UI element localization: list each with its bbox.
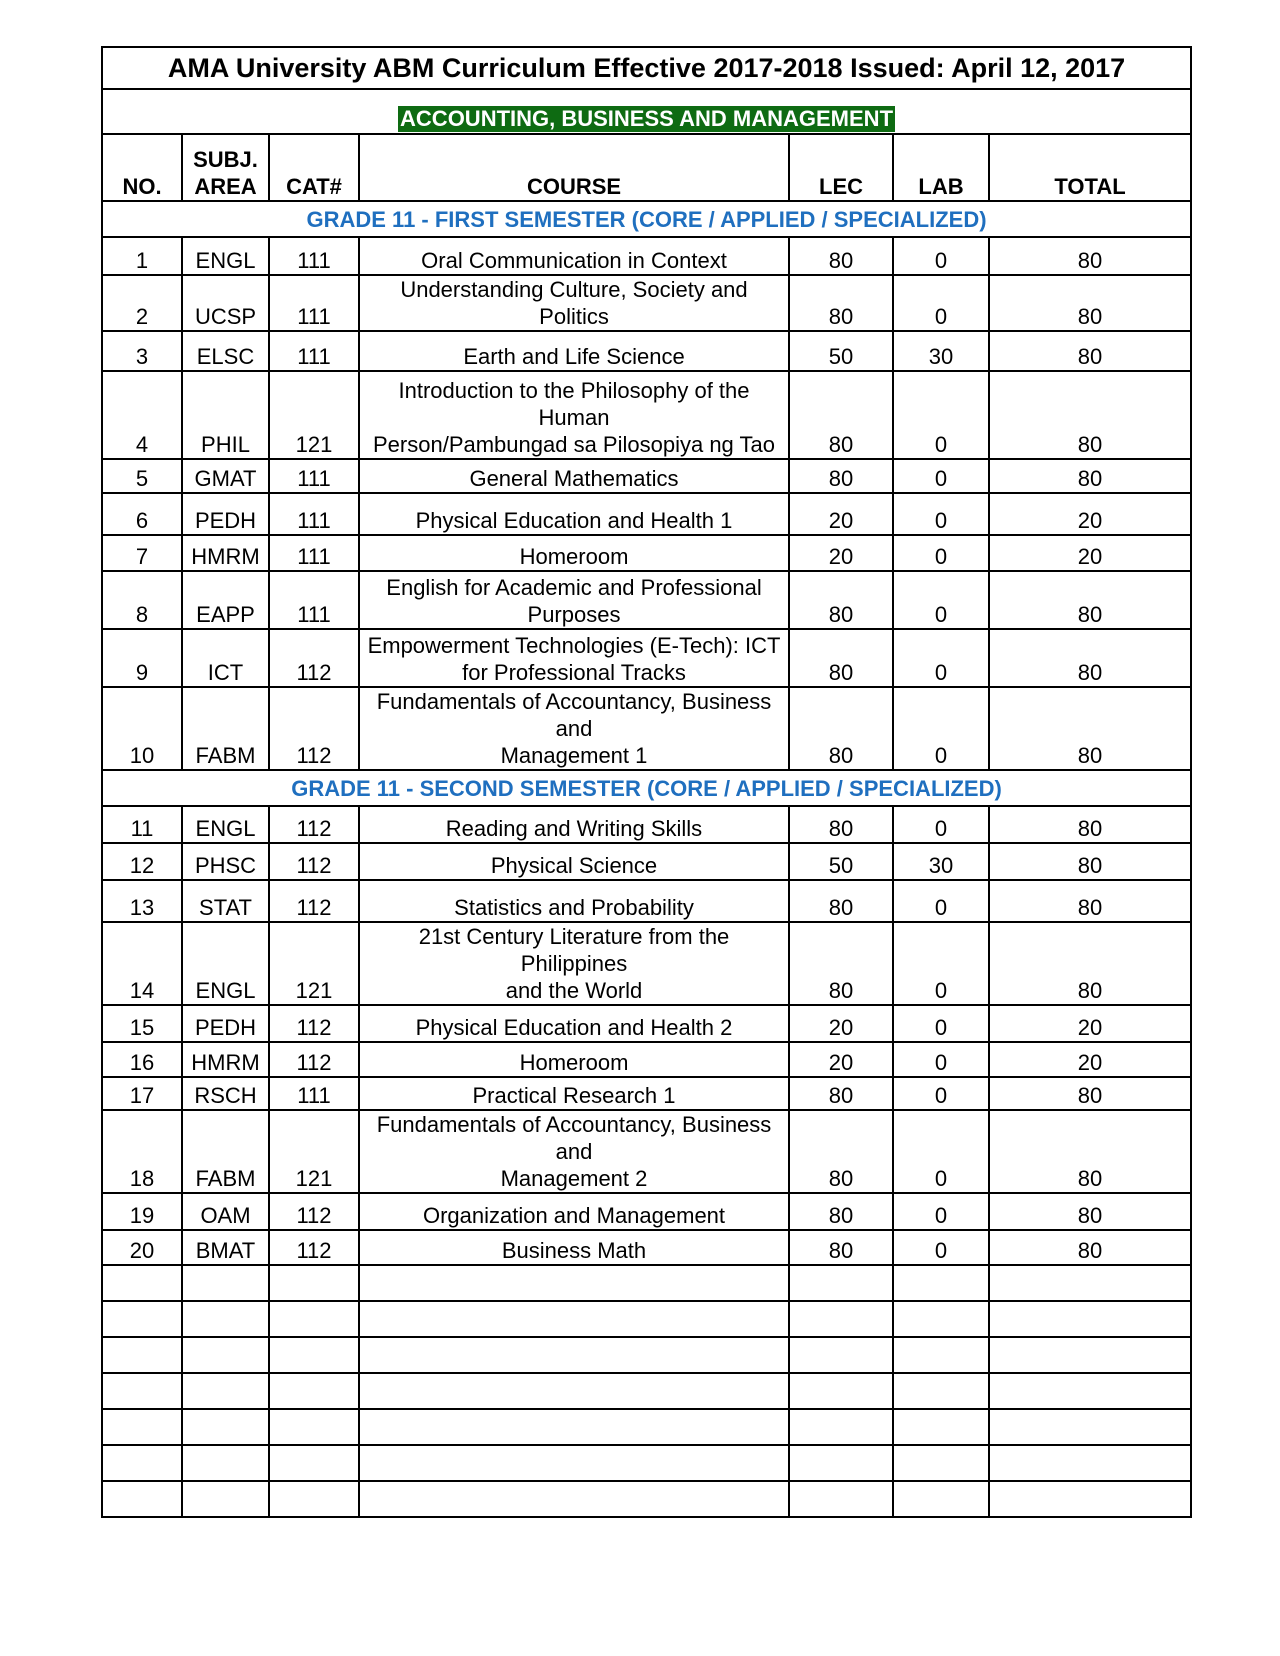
course-title-line2: for Professional Tracks [462,660,686,685]
blank-row [102,1409,1191,1445]
course-row [102,922,1191,1005]
lab-hours: 0 [893,1193,989,1230]
course-no: 14 [102,922,182,1005]
course-no: 12 [102,843,182,880]
blank-cell [102,1481,182,1517]
course-title [359,535,789,571]
lab-hours: 0 [893,535,989,571]
course-no: 3 [102,331,182,371]
total-hours: 80 [989,1230,1191,1265]
course-no: 9 [102,629,182,687]
course-title-line1: Empowerment Technologies (E-Tech): ICT [367,633,781,658]
subject-area: ELSC [182,331,269,371]
total-hours: 80 [989,237,1191,275]
subject-area: PHSC [182,843,269,880]
subject-area: OAM [182,1193,269,1230]
catalog-number: 112 [269,843,359,880]
blank-cell [269,1337,359,1373]
course-row [102,1005,1191,1042]
blank-cell [359,1265,789,1301]
course-no: 11 [102,806,182,843]
blank-cell [359,1409,789,1445]
course-title-line1: Physical Education and Health 1 [415,508,733,533]
course-no: 4 [102,371,182,459]
lecture-hours: 80 [789,571,893,629]
subject-area: ENGL [182,806,269,843]
catalog-number: 111 [269,1077,359,1110]
catalog-number: 112 [269,1230,359,1265]
blank-cell [989,1481,1191,1517]
header-lab: LAB [893,134,989,201]
subject-area: STAT [182,880,269,922]
blank-cell [182,1481,269,1517]
catalog-number: 121 [269,371,359,459]
course-title [359,571,789,629]
course-title [359,1077,789,1110]
blank-cell [182,1337,269,1373]
subject-area: BMAT [182,1230,269,1265]
blank-cell [269,1265,359,1301]
catalog-number: 112 [269,1193,359,1230]
course-title-line1: Physical Science [490,853,658,878]
blank-cell [893,1481,989,1517]
lecture-hours: 80 [789,459,893,493]
course-title [359,880,789,922]
blank-row [102,1445,1191,1481]
blank-cell [269,1481,359,1517]
blank-cell [789,1409,893,1445]
total-hours: 80 [989,687,1191,770]
header-course: COURSE [359,134,789,201]
course-no: 8 [102,571,182,629]
course-row [102,237,1191,275]
blank-cell [893,1337,989,1373]
catalog-number: 111 [269,535,359,571]
course-row [102,629,1191,687]
blank-cell [269,1445,359,1481]
course-no: 13 [102,880,182,922]
subject-area: GMAT [182,459,269,493]
blank-cell [989,1445,1191,1481]
course-title-line2: Person/Pambungad sa Pilosopiya ng Tao [373,432,775,457]
blank-cell [359,1301,789,1337]
blank-cell [359,1373,789,1409]
lecture-hours: 80 [789,1193,893,1230]
course-title-line1: Reading and Writing Skills [445,816,703,841]
catalog-number: 111 [269,493,359,535]
course-no: 20 [102,1230,182,1265]
total-hours: 80 [989,922,1191,1005]
course-no: 15 [102,1005,182,1042]
course-row [102,843,1191,880]
course-row [102,459,1191,493]
blank-cell [102,1373,182,1409]
course-title [359,237,789,275]
curriculum-table [101,46,1192,1518]
subject-area: ENGL [182,237,269,275]
course-row [102,1110,1191,1193]
blank-cell [269,1301,359,1337]
blank-cell [989,1337,1191,1373]
course-title-line1: Statistics and Probability [454,895,694,920]
subject-area: ENGL [182,922,269,1005]
lab-hours: 0 [893,459,989,493]
lab-hours: 0 [893,1005,989,1042]
course-title-line1: 21st Century Literature from the Philippines [418,924,730,976]
lab-hours: 0 [893,1077,989,1110]
lab-hours: 0 [893,922,989,1005]
semester-header-row [102,770,1191,806]
blank-cell [102,1409,182,1445]
program-banner-cell [102,89,1191,134]
course-no: 17 [102,1077,182,1110]
blank-cell [182,1445,269,1481]
blank-row [102,1301,1191,1337]
total-hours: 80 [989,331,1191,371]
lab-hours: 0 [893,1230,989,1265]
subject-area: FABM [182,687,269,770]
course-title [359,687,789,770]
lab-hours: 0 [893,806,989,843]
blank-cell [893,1301,989,1337]
course-title-line1: Practical Research 1 [472,1083,676,1108]
blank-cell [269,1409,359,1445]
semester-label: GRADE 11 - FIRST SEMESTER (CORE / APPLIED / SPECIALIZED) [102,201,1191,237]
lecture-hours: 20 [789,1005,893,1042]
blank-row [102,1373,1191,1409]
catalog-number: 111 [269,459,359,493]
subject-area: PEDH [182,1005,269,1042]
blank-cell [789,1301,893,1337]
course-title-line1: Organization and Management [422,1203,726,1228]
course-row [102,535,1191,571]
lab-hours: 0 [893,275,989,331]
course-title [359,331,789,371]
course-no: 6 [102,493,182,535]
course-title-line1: Homeroom [519,1050,629,1075]
course-row [102,1042,1191,1077]
total-hours: 80 [989,629,1191,687]
course-title-line1: Understanding Culture, Society and Politics [400,277,748,329]
lab-hours: 0 [893,493,989,535]
total-hours: 20 [989,493,1191,535]
course-title-line1: Physical Education and Health 2 [415,1015,733,1040]
lab-hours: 0 [893,687,989,770]
course-no: 19 [102,1193,182,1230]
subject-area: PEDH [182,493,269,535]
total-hours: 80 [989,571,1191,629]
lecture-hours: 80 [789,237,893,275]
blank-cell [102,1265,182,1301]
course-title [359,1110,789,1193]
program-label: ACCOUNTING, BUSINESS AND MANAGEMENT [400,106,894,131]
blank-cell [359,1445,789,1481]
blank-cell [102,1445,182,1481]
course-no: 2 [102,275,182,331]
course-row [102,493,1191,535]
course-title-line1: Fundamentals of Accountancy, Business and [376,689,772,741]
course-title [359,806,789,843]
lecture-hours: 80 [789,629,893,687]
blank-cell [269,1373,359,1409]
catalog-number: 111 [269,275,359,331]
course-row [102,371,1191,459]
course-title [359,371,789,459]
subject-area: ICT [182,629,269,687]
total-hours: 80 [989,1110,1191,1193]
lecture-hours: 80 [789,371,893,459]
header-subj-area-line1: SUBJ. [193,147,258,172]
blank-cell [989,1265,1191,1301]
catalog-number: 112 [269,687,359,770]
total-hours: 80 [989,459,1191,493]
course-title-line1: Fundamentals of Accountancy, Business and [376,1112,772,1164]
header-no: NO. [102,134,182,201]
lecture-hours: 20 [789,535,893,571]
catalog-number: 121 [269,922,359,1005]
blank-cell [789,1445,893,1481]
course-no: 5 [102,459,182,493]
subject-area: RSCH [182,1077,269,1110]
blank-cell [989,1409,1191,1445]
course-no: 10 [102,687,182,770]
lecture-hours: 20 [789,1042,893,1077]
course-title [359,275,789,331]
catalog-number: 112 [269,629,359,687]
course-title [359,1005,789,1042]
blank-cell [102,1301,182,1337]
course-row [102,806,1191,843]
course-row [102,571,1191,629]
subject-area: HMRM [182,535,269,571]
lecture-hours: 50 [789,331,893,371]
catalog-number: 121 [269,1110,359,1193]
blank-row [102,1265,1191,1301]
lecture-hours: 80 [789,806,893,843]
lab-hours: 0 [893,371,989,459]
total-hours: 80 [989,806,1191,843]
course-title [359,1193,789,1230]
total-hours: 20 [989,1005,1191,1042]
semester-label: GRADE 11 - SECOND SEMESTER (CORE / APPLIED / SPECIALIZED) [102,770,1191,806]
header-lec: LEC [789,134,893,201]
course-no: 1 [102,237,182,275]
header-total: TOTAL [989,134,1191,201]
course-title-line2: Purposes [527,602,621,627]
blank-cell [182,1409,269,1445]
lecture-hours: 80 [789,1110,893,1193]
blank-cell [182,1301,269,1337]
course-title-line1: General Mathematics [469,466,679,491]
header-subj-area [182,134,269,201]
blank-cell [893,1445,989,1481]
course-title-line1: Business Math [501,1238,647,1263]
course-title-line2: Management 1 [500,743,648,768]
course-no: 18 [102,1110,182,1193]
header-subj-area-line2: AREA [194,174,257,199]
blank-cell [182,1373,269,1409]
course-title [359,843,789,880]
subject-area: EAPP [182,571,269,629]
lecture-hours: 80 [789,922,893,1005]
blank-cell [789,1265,893,1301]
catalog-number: 112 [269,1042,359,1077]
catalog-number: 111 [269,571,359,629]
blank-cell [893,1373,989,1409]
subject-area: UCSP [182,275,269,331]
blank-cell [102,1337,182,1373]
catalog-number: 111 [269,331,359,371]
total-hours: 20 [989,535,1191,571]
blank-cell [893,1265,989,1301]
course-title [359,493,789,535]
blank-cell [893,1409,989,1445]
lab-hours: 30 [893,843,989,880]
subject-area: HMRM [182,1042,269,1077]
lecture-hours: 80 [789,1230,893,1265]
document-title: AMA University ABM Curriculum Effective 2017-2018 Issued: April 12, 2017 [102,47,1191,89]
total-hours: 80 [989,880,1191,922]
course-row [102,1193,1191,1230]
course-row [102,331,1191,371]
course-row [102,275,1191,331]
blank-cell [359,1337,789,1373]
lab-hours: 0 [893,1042,989,1077]
course-row [102,687,1191,770]
course-title [359,922,789,1005]
total-hours: 80 [989,371,1191,459]
lab-hours: 0 [893,571,989,629]
blank-cell [182,1265,269,1301]
blank-row [102,1337,1191,1373]
course-row [102,1230,1191,1265]
subject-area: FABM [182,1110,269,1193]
catalog-number: 112 [269,880,359,922]
catalog-number: 112 [269,806,359,843]
course-title-line2: and the World [505,978,643,1003]
course-row [102,1077,1191,1110]
blank-cell [789,1481,893,1517]
semester-header-row [102,201,1191,237]
blank-cell [789,1337,893,1373]
blank-cell [789,1373,893,1409]
total-hours: 80 [989,275,1191,331]
course-title-line1: Homeroom [519,544,629,569]
lab-hours: 30 [893,331,989,371]
total-hours: 20 [989,1042,1191,1077]
lab-hours: 0 [893,1110,989,1193]
course-title-line1: Introduction to the Philosophy of the Human [398,378,750,430]
course-title-line1: Earth and Life Science [463,344,685,369]
total-hours: 80 [989,1077,1191,1110]
header-cat: CAT# [269,134,359,201]
course-title-line1: English for Academic and Professional [386,575,762,600]
lecture-hours: 80 [789,275,893,331]
lecture-hours: 80 [789,880,893,922]
course-title [359,629,789,687]
lecture-hours: 80 [789,1077,893,1110]
course-title [359,459,789,493]
total-hours: 80 [989,843,1191,880]
blank-row [102,1481,1191,1517]
course-no: 16 [102,1042,182,1077]
lab-hours: 0 [893,880,989,922]
course-no: 7 [102,535,182,571]
blank-cell [989,1373,1191,1409]
lab-hours: 0 [893,629,989,687]
lecture-hours: 50 [789,843,893,880]
course-title [359,1042,789,1077]
total-hours: 80 [989,1193,1191,1230]
course-title-line1: Oral Communication in Context [421,248,727,273]
blank-cell [989,1301,1191,1337]
course-row [102,880,1191,922]
blank-cell [359,1481,789,1517]
catalog-number: 112 [269,1005,359,1042]
catalog-number: 111 [269,237,359,275]
course-title [359,1230,789,1265]
subject-area: PHIL [182,371,269,459]
lecture-hours: 80 [789,687,893,770]
column-header-row [102,134,1191,201]
lab-hours: 0 [893,237,989,275]
lecture-hours: 20 [789,493,893,535]
course-title-line2: Management 2 [500,1166,648,1191]
